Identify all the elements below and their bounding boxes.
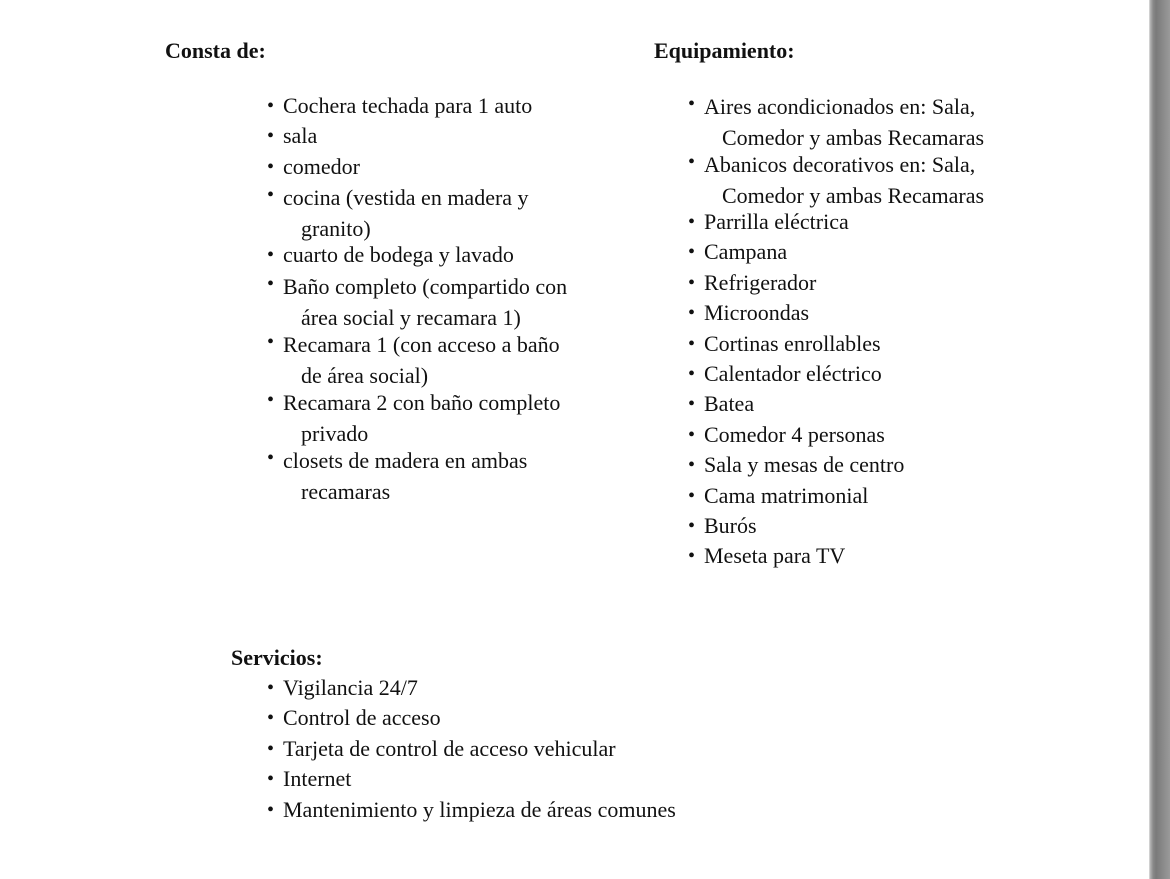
list-item: • Tarjeta de control de acceso vehicular xyxy=(267,734,787,764)
list-item: • cocina (vestida en madera y granito) xyxy=(267,184,529,242)
list-item: • Meseta para TV xyxy=(688,541,1128,571)
list-item: • Microondas xyxy=(688,298,1128,328)
list-item: • Internet xyxy=(267,764,787,794)
bullet-icon: • xyxy=(688,271,696,294)
list-item: • Calentador eléctrico xyxy=(688,359,1128,389)
bullet-icon: • xyxy=(688,484,696,507)
page-edge-shadow xyxy=(1150,0,1170,879)
list-item: • Recamara 2 con baño completo privado xyxy=(267,388,561,446)
bullet-icon: • xyxy=(267,244,275,267)
list-item: • Recamara 1 (con acceso a baño de área social) xyxy=(267,330,560,388)
list-item: • Parrilla eléctrica xyxy=(688,207,1128,237)
bullet-icon: • xyxy=(267,737,275,760)
bullet-icon: • xyxy=(688,545,696,568)
list-item: • Abanicos decorativos en: Sala, Comedor y ambas Recamaras xyxy=(688,151,985,208)
list-item: • comedor xyxy=(267,152,627,182)
bullet-icon: • xyxy=(267,707,275,730)
list-item: • Mantenimiento y limpieza de áreas comunes xyxy=(267,795,787,825)
list-item: • Campana xyxy=(688,237,1128,267)
list-item: • Baño completo (compartido con área social y recamara 1) xyxy=(267,272,568,330)
list-item: • closets de madera en ambas recamaras xyxy=(267,446,528,504)
bullet-icon: • xyxy=(267,272,275,295)
list-item: • cuarto de bodega y lavado xyxy=(267,240,627,270)
bullet-icon: • xyxy=(267,677,275,699)
list-item: • Cochera techada para 1 auto xyxy=(267,91,627,121)
list-item: • Aires acondicionados en: Sala, Comedor y ambas Recamaras xyxy=(688,93,985,150)
bullet-icon: • xyxy=(267,768,275,791)
bullet-icon: • xyxy=(267,184,275,207)
bullet-icon: • xyxy=(688,393,696,416)
bullet-icon: • xyxy=(267,446,275,469)
list-item: • Cortinas enrollables xyxy=(688,329,1128,359)
list-item: • Cama matrimonial xyxy=(688,481,1128,511)
bullet-icon: • xyxy=(267,125,275,148)
list-item: • Vigilancia 24/7 xyxy=(267,673,787,703)
bullet-icon: • xyxy=(688,302,696,325)
list-item: • Refrigerador xyxy=(688,268,1128,298)
bullet-icon: • xyxy=(688,332,696,355)
bullet-icon: • xyxy=(688,151,696,173)
bullet-icon: • xyxy=(688,423,696,446)
bullet-icon: • xyxy=(688,454,696,477)
bullet-icon: • xyxy=(688,363,696,386)
list-item: • Sala y mesas de centro xyxy=(688,450,1128,480)
consta-de-heading: Consta de: xyxy=(165,38,266,63)
list-item: • sala xyxy=(267,121,627,151)
equipamiento-heading: Equipamiento: xyxy=(654,38,795,63)
servicios-heading: Servicios: xyxy=(231,645,323,670)
bullet-icon: • xyxy=(688,93,696,115)
equipamiento-list xyxy=(688,91,1128,572)
bullet-icon: • xyxy=(267,388,275,411)
list-item: • Comedor 4 personas xyxy=(688,420,1128,450)
bullet-icon: • xyxy=(267,95,275,117)
list-item: • Burós xyxy=(688,511,1128,541)
bullet-icon: • xyxy=(267,798,275,821)
bullet-icon: • xyxy=(688,515,696,538)
servicios-list xyxy=(267,673,787,825)
bullet-icon: • xyxy=(688,211,696,233)
bullet-icon: • xyxy=(688,241,696,264)
consta-de-list xyxy=(267,91,627,507)
list-item: • Batea xyxy=(688,389,1128,419)
bullet-icon: • xyxy=(267,155,275,178)
list-item: • Control de acceso xyxy=(267,703,787,733)
bullet-icon: • xyxy=(267,330,275,353)
